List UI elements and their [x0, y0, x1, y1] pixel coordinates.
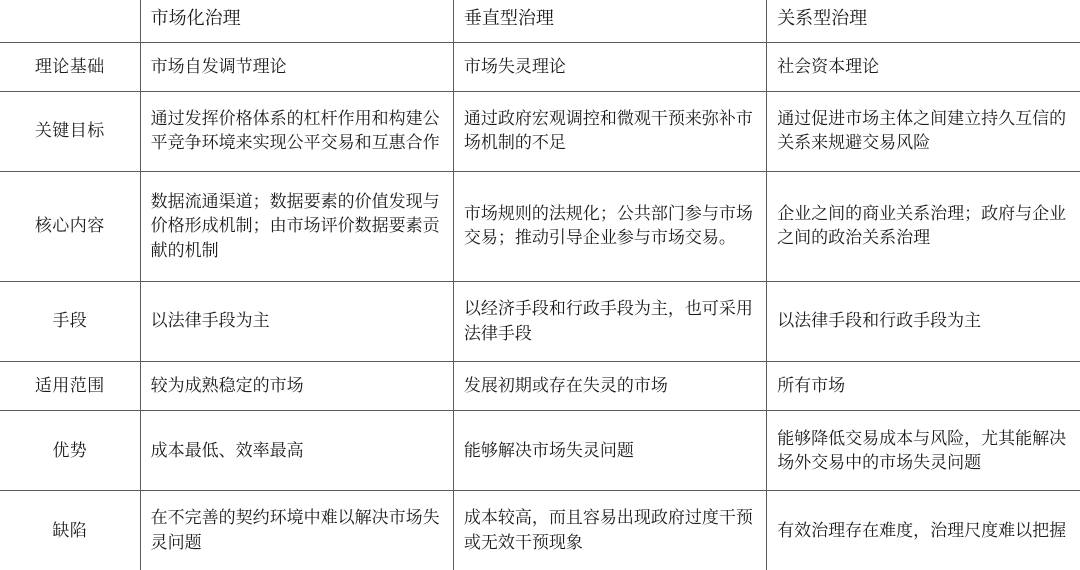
row-header-key-goal	[0, 91, 140, 171]
row-header-core-content	[0, 171, 140, 281]
row-header-label: 关键目标	[34, 121, 105, 141]
cell-theory-basis-market	[140, 42, 453, 91]
cell-text: 成本较高，而且容易出现政府过度干预或无效干预现象	[463, 508, 753, 552]
cell-core-content-market	[140, 171, 453, 281]
cell-text: 以法律手段和行政手段为主	[777, 311, 982, 331]
cell-scope-relational	[767, 361, 1080, 410]
cell-text: 所有市场	[777, 376, 846, 396]
cell-defect-vertical	[453, 491, 766, 570]
cell-defect-market	[140, 491, 453, 570]
table-row	[0, 411, 1080, 491]
cell-text: 企业之间的商业关系治理；政府与企业之间的政治关系治理	[777, 204, 1067, 248]
cell-text: 有效治理存在难度，治理尺度难以把握	[777, 520, 1067, 540]
row-header-means	[0, 282, 140, 362]
cell-text: 市场规则的法规化；公共部门参与市场交易；推动引导企业参与市场交易。	[463, 204, 753, 248]
row-header-label: 核心内容	[34, 216, 105, 236]
cell-text: 发展初期或存在失灵的市场	[463, 376, 668, 396]
table-row	[0, 361, 1080, 410]
column-header-2	[453, 0, 766, 42]
row-header-label: 手段	[52, 311, 88, 331]
cell-text: 能够解决市场失灵问题	[463, 440, 634, 460]
row-header-advantage	[0, 411, 140, 491]
table-row	[0, 91, 1080, 171]
table-row	[0, 171, 1080, 281]
table-corner-cell	[0, 0, 140, 42]
column-header-label: 关系型治理	[777, 8, 868, 28]
cell-theory-basis-vertical	[453, 42, 766, 91]
cell-text: 以经济手段和行政手段为主，也可采用法律手段	[463, 299, 753, 343]
column-header-label: 垂直型治理	[463, 8, 554, 28]
table-row	[0, 42, 1080, 91]
cell-theory-basis-relational	[767, 42, 1080, 91]
cell-text: 以法律手段为主	[150, 311, 270, 331]
cell-text: 在不完善的契约环境中难以解决市场失灵问题	[150, 508, 440, 552]
cell-text: 通过发挥价格体系的杠杆作用和构建公平竞争环境来实现公平交易和互惠合作	[150, 109, 440, 153]
row-header-label: 缺陷	[52, 520, 88, 540]
cell-text: 市场自发调节理论	[150, 56, 287, 76]
row-header-defect	[0, 491, 140, 570]
table-header-row	[0, 0, 1080, 42]
cell-key-goal-market	[140, 91, 453, 171]
cell-scope-vertical	[453, 361, 766, 410]
cell-text: 数据流通渠道；数据要素的价值发现与价格形成机制；由市场评价数据要素贡献的机制	[150, 192, 440, 260]
cell-text: 通过政府宏观调控和微观干预来弥补市场机制的不足	[463, 109, 753, 153]
cell-core-content-vertical	[453, 171, 766, 281]
cell-means-market	[140, 282, 453, 362]
cell-advantage-vertical	[453, 411, 766, 491]
cell-key-goal-vertical	[453, 91, 766, 171]
row-header-label: 优势	[52, 440, 88, 460]
cell-advantage-relational	[767, 411, 1080, 491]
cell-text: 通过促进市场主体之间建立持久互信的关系来规避交易风险	[777, 109, 1067, 153]
row-header-scope	[0, 361, 140, 410]
row-header-label: 理论基础	[34, 56, 105, 76]
row-header-theory-basis	[0, 42, 140, 91]
cell-defect-relational	[767, 491, 1080, 570]
cell-text: 较为成熟稳定的市场	[150, 376, 304, 396]
column-header-1	[140, 0, 453, 42]
cell-text: 能够降低交易成本与风险，尤其能解决场外交易中的市场失灵问题	[777, 428, 1067, 472]
column-header-3	[767, 0, 1080, 42]
table-row	[0, 491, 1080, 570]
cell-text: 社会资本理论	[777, 56, 880, 76]
cell-advantage-market	[140, 411, 453, 491]
cell-text: 市场失灵理论	[463, 56, 566, 76]
cell-core-content-relational	[767, 171, 1080, 281]
cell-scope-market	[140, 361, 453, 410]
cell-text: 成本最低、效率最高	[150, 440, 304, 460]
table-row	[0, 282, 1080, 362]
cell-key-goal-relational	[767, 91, 1080, 171]
cell-means-relational	[767, 282, 1080, 362]
cell-means-vertical	[453, 282, 766, 362]
column-header-label: 市场化治理	[150, 8, 241, 28]
row-header-label: 适用范围	[34, 376, 105, 396]
